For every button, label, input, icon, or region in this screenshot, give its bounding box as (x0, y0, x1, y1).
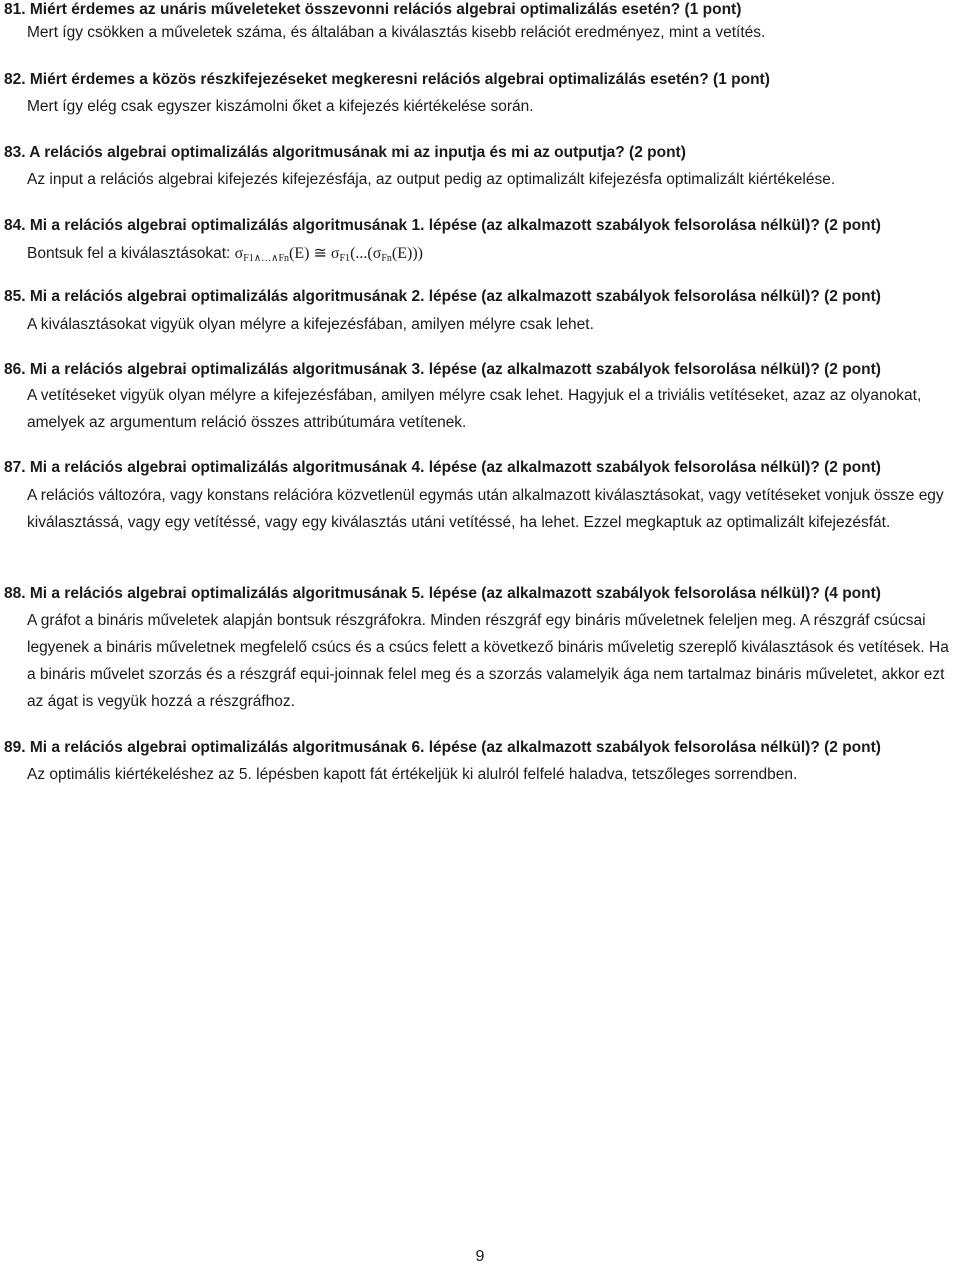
question-answer: A gráfot a bináris műveletek alapján bontsuk részgráfokra. Minden részgráf egy bináris műveletnek feleljen meg. A részgráf csúcsai legyenek a bináris műveletnek megfelelő csúcs és a csúcs felett a következő bináris műveletig szereplő kiválasztások és vetítések. Ha a bináris művelet szorzás és a részgráf equi-joinnak felel meg és a szorzás valamelyik ága nem tartalmaz bináris műveletet, akkor ezt az ágat is vegyük hozzá a részgráfhoz. (27, 612, 949, 710)
question-title: 89. Mi a relációs algebrai optimalizálás algoritmusának 6. lépése (az alkalmazott szabályok felsorolása nélkül)? (2 pont) (4, 739, 881, 756)
selection-decomposition-formula: $\sigma_{F1\wedge\dots\wedge Fn}(E)$ ≅ $\sigma_{F1}(...(\sigma_{Fn}(E)))$ (234, 245, 423, 264)
question-title: 87. Mi a relációs algebrai optimalizálás algoritmusának 4. lépése (az alkalmazott szabályok felsorolása nélkül)? (2 pont) (4, 459, 881, 476)
question-answer: A vetítéseket vigyük olyan mélyre a kifejezésfában, amilyen mélyre csak lehet. Hagyjuk el a triviális vetítéseket, azaz az olyanokat, amelyek az argumentum reláció összes attribútumára vetítenek. (27, 387, 922, 431)
question-answer: Az optimális kiértékeléshez az 5. lépésben kapott fát értékeljük ki alulról felfelé haladva, tetszőleges sorrendben. (27, 766, 798, 783)
question-title: 88. Mi a relációs algebrai optimalizálás algoritmusának 5. lépése (az alkalmazott szabályok felsorolása nélkül)? (4 pont) (4, 585, 881, 602)
question-title: 85. Mi a relációs algebrai optimalizálás algoritmusának 2. lépése (az alkalmazott szabályok felsorolása nélkül)? (2 pont) (4, 288, 881, 305)
question-title: 84. Mi a relációs algebrai optimalizálás algoritmusának 1. lépése (az alkalmazott szabályok felsorolása nélkül)? (2 pont) (4, 217, 881, 234)
question-answer (27, 243, 957, 270)
question-title: 86. Mi a relációs algebrai optimalizálás algoritmusának 3. lépése (az alkalmazott szabályok felsorolása nélkül)? (2 pont) (4, 361, 881, 378)
question-title: 83. A relációs algebrai optimalizálás algoritmusának mi az inputja és mi az outputja? (2 pont) (4, 144, 686, 161)
question-title: 82. Miért érdemes a közös részkifejezéseket megkeresni relációs algebrai optimalizálás esetén? (1 pont) (4, 71, 770, 88)
question-answer: Mert így csökken a műveletek száma, és általában a kiválasztás kisebb relációt eredményez, mint a vetítés. (27, 24, 766, 41)
question-answer: A relációs változóra, vagy konstans relációra közvetlenül egymás után alkalmazott kiválasztásokat, vagy vetítéseket vonjuk össze egy kiválasztássá, vagy egy vetítéssé, vagy egy kiválasztás utáni vetítéssé, ha lehet. Ezzel megkaptuk az optimalizált kifejezésfát. (27, 487, 944, 531)
page-number: 9 (475, 1248, 485, 1265)
question-answer: Az input a relációs algebrai kifejezés kifejezésfája, az output pedig az optimalizált kifejezésfa optimalizált kiértékelése. (27, 171, 836, 188)
question-title: 81. Miért érdemes az unáris műveleteket összevonni relációs algebrai optimalizálás esetén? (1 pont) (4, 1, 742, 18)
question-answer: A kiválasztásokat vigyük olyan mélyre a kifejezésfában, amilyen mélyre csak lehet. (27, 316, 594, 333)
question-answer: Mert így elég csak egyszer kiszámolni őket a kifejezés kiértékelése során. (27, 98, 534, 115)
answer-text: Bontsuk fel a kiválasztásokat: (27, 245, 235, 262)
